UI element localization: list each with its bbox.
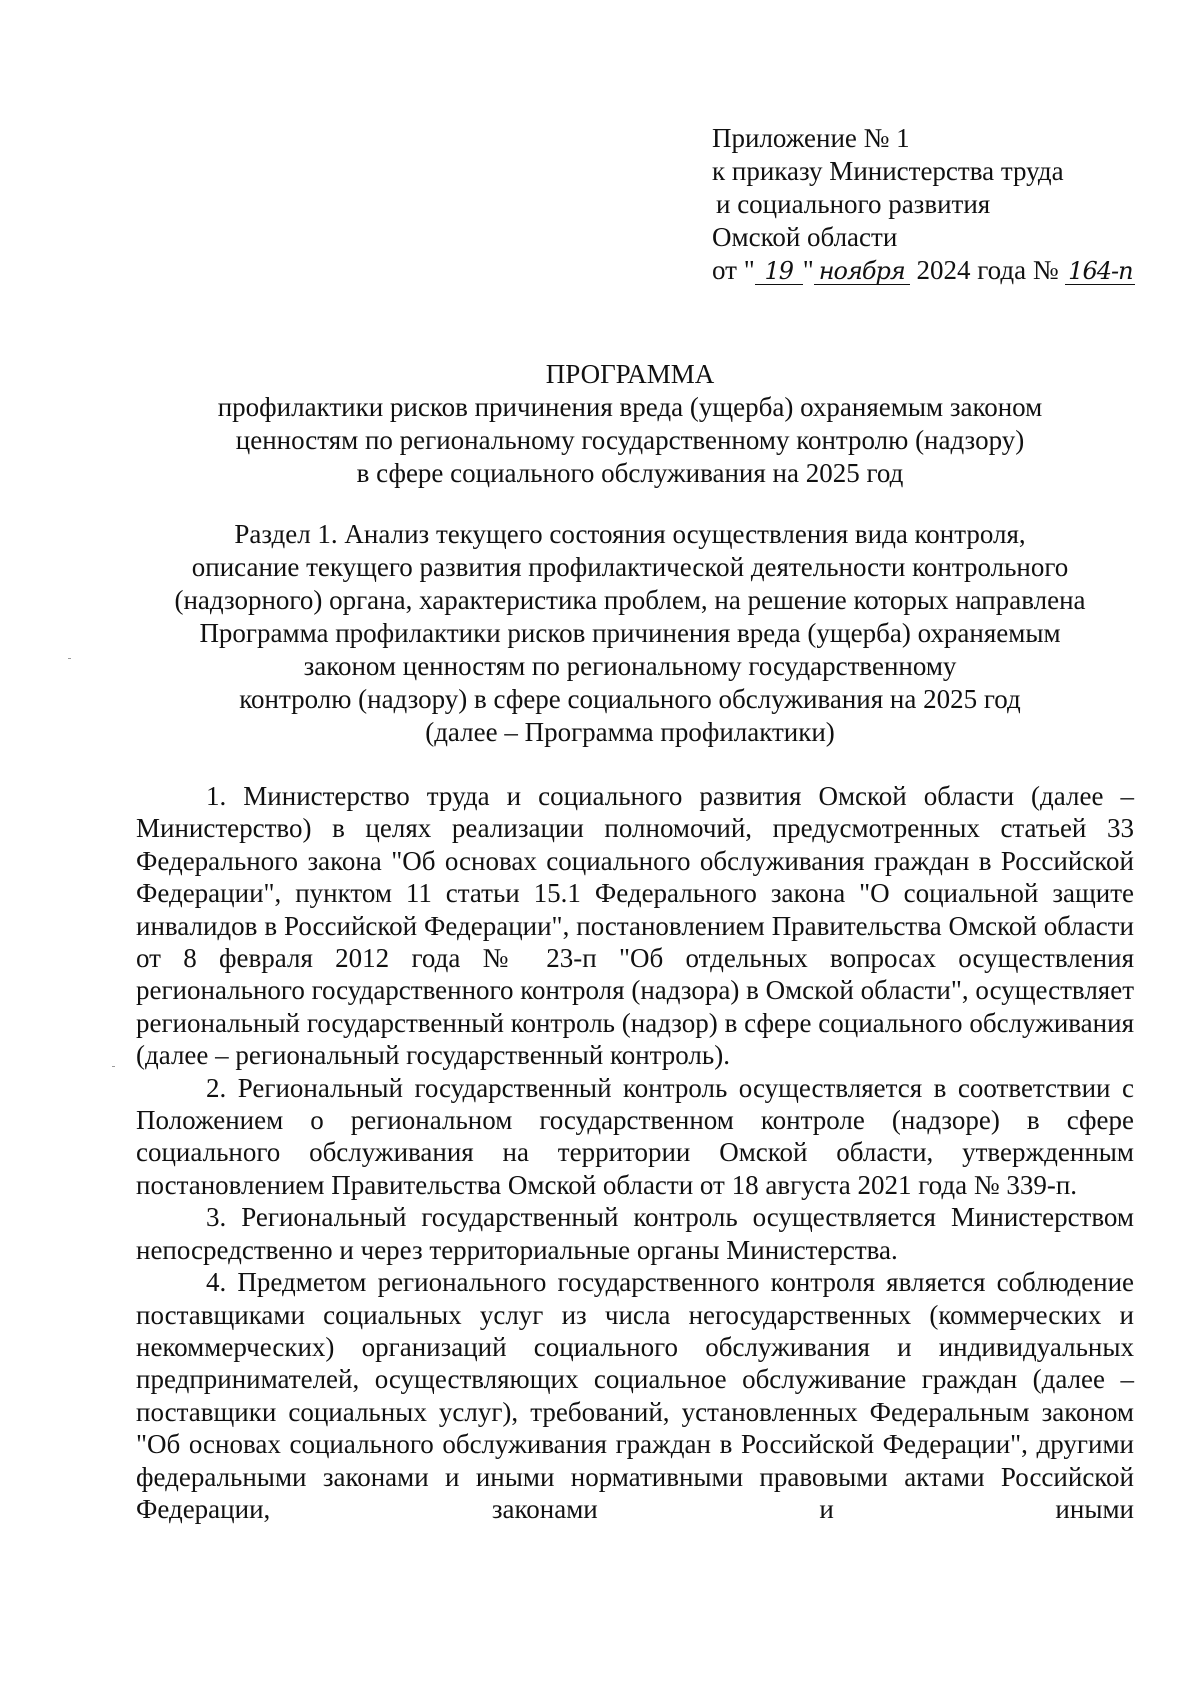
appendix-line-3: и социального развития xyxy=(716,189,991,219)
program-heading: ПРОГРАММА xyxy=(545,359,715,389)
program-subtitle-line: профилактики рисков причинения вреда (ущерба) охраняемым законом xyxy=(217,392,1043,422)
paragraph-3: 3. Региональный государственный контроль осуществляется Министерством непосредственно и через территориальные органы Министерства. xyxy=(136,1202,1134,1265)
section-heading-line: Раздел 1. Анализ текущего состояния осуществления вида контроля, xyxy=(234,519,1026,549)
appendix-line-2: к приказу Министерства труда xyxy=(712,156,1064,186)
paragraph-2: 2. Региональный государственный контроль осуществляется в соответствии с Положением о региональном государственном контроле (надзоре) в сфере социального обслуживания на территории Омской области, утвержденным постановлением Правительства Омской области от 18 августа 2021 года № 339-п. xyxy=(136,1072,1134,1200)
paragraph-1: 1. Министерство труда и социального развития Омской области (далее – Министерство) в целях реализации полномочий, предусмотренных статьей 33 Федерального закона "Об основах социального обслуживания граждан в Российской Федерации", пунктом 11 статьи 15.1 Федерального закона "О социальной защите инвалидов в Российской Федерации", постановлением Правительства Омской области от 8 февраля 2012 года № 23-п "Об отдельных вопросах осуществления регионального государственного контроля (надзора) в Омской области", осуществляет региональный государственный контроль (надзор) в сфере социального обслуживания (далее – региональный государственный контроль). xyxy=(136,781,1134,1071)
section-heading-line: (далее – Программа профилактики) xyxy=(425,717,835,747)
appendix-line-4: Омской области xyxy=(712,222,898,252)
handwritten-day: 19 xyxy=(755,258,803,285)
handwritten-order-number: 164-п xyxy=(1065,258,1135,285)
section-1-heading xyxy=(130,518,1130,749)
date-prefix: от " xyxy=(712,255,755,285)
section-heading-line: (надзорного) органа, характеристика проблем, на решение которых направлена xyxy=(174,585,1086,615)
appendix-date-line xyxy=(712,254,1172,287)
program-title xyxy=(130,358,1130,490)
section-heading-line: Программа профилактики рисков причинения вреда (ущерба) охраняемым xyxy=(199,618,1061,648)
scan-speck xyxy=(112,1066,115,1067)
paragraph-4: 4. Предметом регионального государственного контроля является соблюдение поставщиками социальных услуг из числа негосударственных (коммерческих и некоммерческих) организаций социального обслуживания и индивидуальных предпринимателей, осуществляющих социальное обслуживание граждан (далее – поставщики социальных услуг), требований, установленных Федеральным законом "Об основах социального обслуживания граждан в Российской Федерации", другими федеральными законами и иными нормативными правовыми актами Российской Федерации, законами и иными xyxy=(136,1267,1134,1524)
handwritten-month: ноября xyxy=(814,258,910,285)
body-text xyxy=(136,780,1134,1525)
section-heading-line: контролю (надзору) в сфере социального обслуживания на 2025 год xyxy=(239,684,1021,714)
program-subtitle-line: ценностям по региональному государственному контролю (надзору) xyxy=(235,425,1025,455)
appendix-line-1: Приложение № 1 xyxy=(712,123,910,153)
scan-speck xyxy=(68,658,71,659)
section-heading-line: законом ценностям по региональному государственному xyxy=(303,651,957,681)
section-heading-line: описание текущего развития профилактической деятельности контрольного xyxy=(191,552,1069,582)
year-and-number-label: 2024 года № xyxy=(916,255,1059,285)
date-quote: " xyxy=(802,255,814,285)
appendix-block xyxy=(712,122,1172,287)
program-subtitle-line: в сфере социального обслуживания на 2025 год xyxy=(356,458,904,488)
